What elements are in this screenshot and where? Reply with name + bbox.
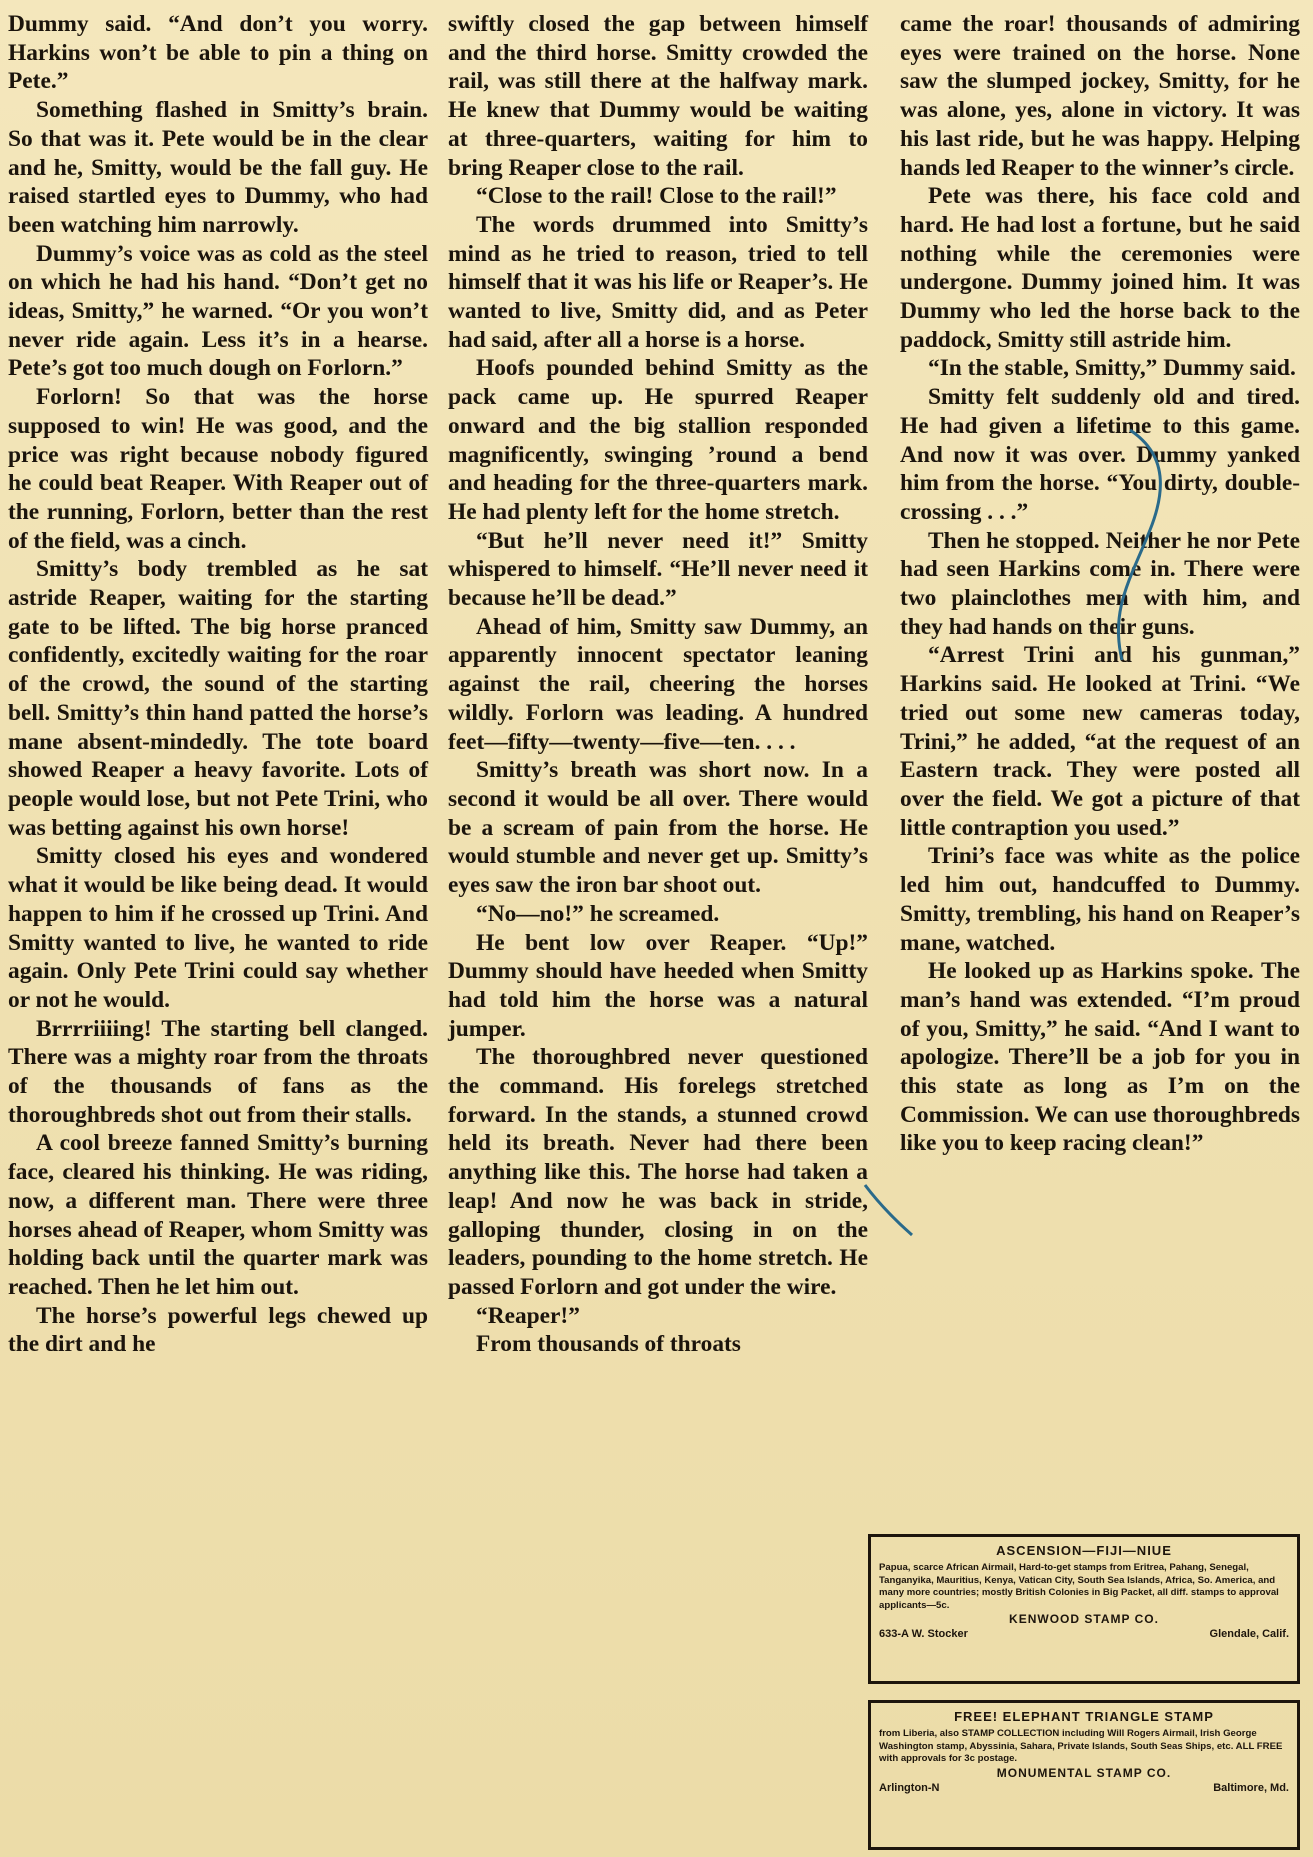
paragraph: Something flashed in Smitty’s brain. So that was it. Pete would be in the clear and he, Smitty, would be the fall guy. He raised startled eyes to Dummy, who had been watching him narrowly. — [8, 97, 428, 238]
paragraph: The horse’s powerful legs chewed up the dirt and he — [8, 1302, 428, 1358]
ad-company: KENWOOD STAMP CO. — [1009, 1612, 1159, 1626]
paragraph: “Arrest Trini and his gunman,” Harkins said. He looked at Trini. “We tried out some new cameras today, Trini,” he added, “at the request of an Eastern track. They were posted all over the field. We got a picture of that little contraption you used.” — [900, 642, 1300, 841]
paragraph: The words drummed into Smitty’s mind as he tried to reason, tried to tell himself that it was his life or Reaper’s. He wanted to live, Smitty did, and as Peter had said, after all a horse is a horse. — [448, 211, 868, 353]
ad-title: ASCENSION—FIJI—NIUE — [996, 1543, 1172, 1558]
paragraph: Trini’s face was white as the police led him out, handcuffed to Dummy. Smitty, trembling, his hand on Reaper’s mane, watched. — [900, 843, 1300, 956]
paragraph: “No—no!” he screamed. — [476, 900, 720, 927]
paragraph: Hoofs pounded behind Smitty as the pack came up. He spurred Reaper onward and the big stallion responded magnificently, swinging ’round a bend and heading for the three-quarters mark. He had plenty left for the home stretch. — [448, 355, 868, 525]
ad-body: Papua, scarce African Airmail, Hard-to-get stamps from Eritrea, Pahang, Senegal, Tanganyika, Mauritius, Kenya, Vatican City, South Sea Islands, Africa, So. America, and many more countries; mostly British Colonies in Big Packet, all diff. stamps to approval applicants—5c. — [879, 1562, 1279, 1611]
paragraph: He bent low over Reaper. “Up!” Dummy should have heeded when Smitty had told him the horse was a natural jumper. — [448, 929, 868, 1042]
stamp-advertisement-kenwood — [868, 1534, 1300, 1684]
ad-city: Baltimore, Md. — [1213, 1781, 1289, 1794]
paragraph: Forlorn! So that was the horse supposed to win! He was good, and the price was right because nobody figured he could beat Reaper. With Reaper out of the running, Forlorn, better than the rest of the field, was a cinch. — [8, 384, 428, 554]
ink-scribble-mark — [860, 1180, 920, 1240]
paragraph: “Reaper!” — [476, 1302, 580, 1329]
paragraph: A cool breeze fanned Smitty’s burning face, cleared his thinking. He was riding, now, a different man. There were three horses ahead of Reaper, whom Smitty was holding back until the quarter mark was reached. Then he let him out. — [8, 1130, 428, 1300]
paragraph: The thoroughbred never questioned the command. His forelegs stretched forward. In the stands, a stunned crowd held its breath. Never had there been anything like this. The horse had taken a leap! And now he was back in stride, galloping thunder, closing in on the leaders, pounding to the home stretch. He passed Forlorn and got under the wire. — [448, 1044, 868, 1300]
paragraph: Smitty closed his eyes and wondered what it would be like being dead. It would happen to him if he crossed up Trini. And Smitty wanted to live, he wanted to ride again. Only Pete Trini could say whether or not he would. — [8, 843, 428, 1013]
article-column-1 — [8, 10, 428, 1359]
paragraph: He looked up as Harkins spoke. The man’s hand was extended. “I’m proud of you, Smitty,” he said. “And I want to apologize. There’ll be a job for you in this state as long as I’m on the Commission. We can use thoroughbreds like you to keep racing clean!” — [900, 958, 1300, 1157]
paragraph: “But he’ll never need it!” Smitty whispered to himself. “He’ll never need it because he’ll be dead.” — [448, 527, 868, 612]
paragraph: Then he stopped. Neither he nor Pete had seen Harkins come in. There were two plainclothes men with him, and they had hands on their guns. — [900, 527, 1300, 640]
paragraph: Ahead of him, Smitty saw Dummy, an apparently innocent spectator leaning against the rail, cheering the horses wildly. Forlorn was leading. A hundred feet—fifty—twenty—five—ten. . . . — [448, 613, 868, 755]
ad-address: Arlington-N — [879, 1781, 940, 1794]
ad-address: 633-A W. Stocker — [879, 1628, 968, 1640]
article-column-3 — [900, 10, 1300, 1158]
ad-city: Glendale, Calif. — [1209, 1628, 1289, 1640]
article-column-2 — [448, 10, 868, 1359]
paragraph: From thousands of throats — [476, 1331, 741, 1358]
paragraph: “Close to the rail! Close to the rail!” — [476, 183, 837, 210]
paragraph: came the roar! thousands of admiring eyes were trained on the horse. None saw the slumped jockey, Smitty, for he was alone, yes, alone in victory. It was his last ride, but he was happy. Helping hands led Reaper to the winner’s circle. — [900, 11, 1300, 181]
ad-address-row — [879, 1782, 1289, 1794]
paragraph: Smitty felt suddenly old and tired. He had given a lifetime to this game. And now it was over. Dummy yanked him from the horse. “You dirty, double-crossing . . .” — [900, 384, 1300, 525]
stamp-advertisement-monumental — [868, 1700, 1300, 1850]
paragraph: Smitty’s body trembled as he sat astride Reaper, waiting for the starting gate to be lifted. The big horse pranced confidently, excitedly waiting for the roar of the crowd, the sound of the starting bell. Smitty’s thin hand patted the horse’s mane absent-mindedly. The tote board showed Reaper a heavy favorite. Lots of people would lose, but not Pete Trini, who was betting against his own horse! — [8, 556, 428, 841]
ad-address-row — [879, 1628, 1289, 1640]
paragraph: Smitty’s breath was short now. In a second it would be all over. There would be a scream of pain from the horse. He would stumble and never get up. Smitty’s eyes saw the iron bar shoot out. — [448, 757, 868, 899]
paragraph: Brrrriiiing! The starting bell clanged. There was a mighty roar from the throats of the thousands of fans as the thoroughbreds shot out from their stalls. — [8, 1015, 428, 1128]
ad-title: FREE! ELEPHANT TRIANGLE STAMP — [954, 1709, 1214, 1724]
paragraph: Dummy’s voice was as cold as the steel on which he had his hand. “Don’t get no ideas, Smitty,” he warned. “Or you won’t never ride again. Less it’s in a hearse. Pete’s got too much dough on Forlorn.” — [8, 240, 428, 382]
paragraph: Dummy said. “And don’t you worry. Harkins won’t be able to pin a thing on Pete.” — [8, 11, 428, 95]
paragraph: swiftly closed the gap between himself and the third horse. Smitty crowded the rail, was still there at the halfway mark. He knew that Dummy would be waiting at three-quarters, waiting for him to bring Reaper close to the rail. — [448, 11, 868, 181]
paragraph: “In the stable, Smitty,” Dummy said. — [928, 355, 1296, 382]
paragraph: Pete was there, his face cold and hard. He had lost a fortune, but he said nothing while the ceremonies were undergone. Dummy joined him. It was Dummy who led the horse back to the paddock, Smitty still astride him. — [900, 183, 1300, 353]
ad-body: from Liberia, also STAMP COLLECTION including Will Rogers Airmail, Irish George Washington stamp, Abyssinia, Sahara, Private Islands, South Seas Ships, etc. ALL FREE with approvals for 3c postage. — [879, 1728, 1283, 1764]
ad-company: MONUMENTAL STAMP CO. — [996, 1765, 1172, 1780]
